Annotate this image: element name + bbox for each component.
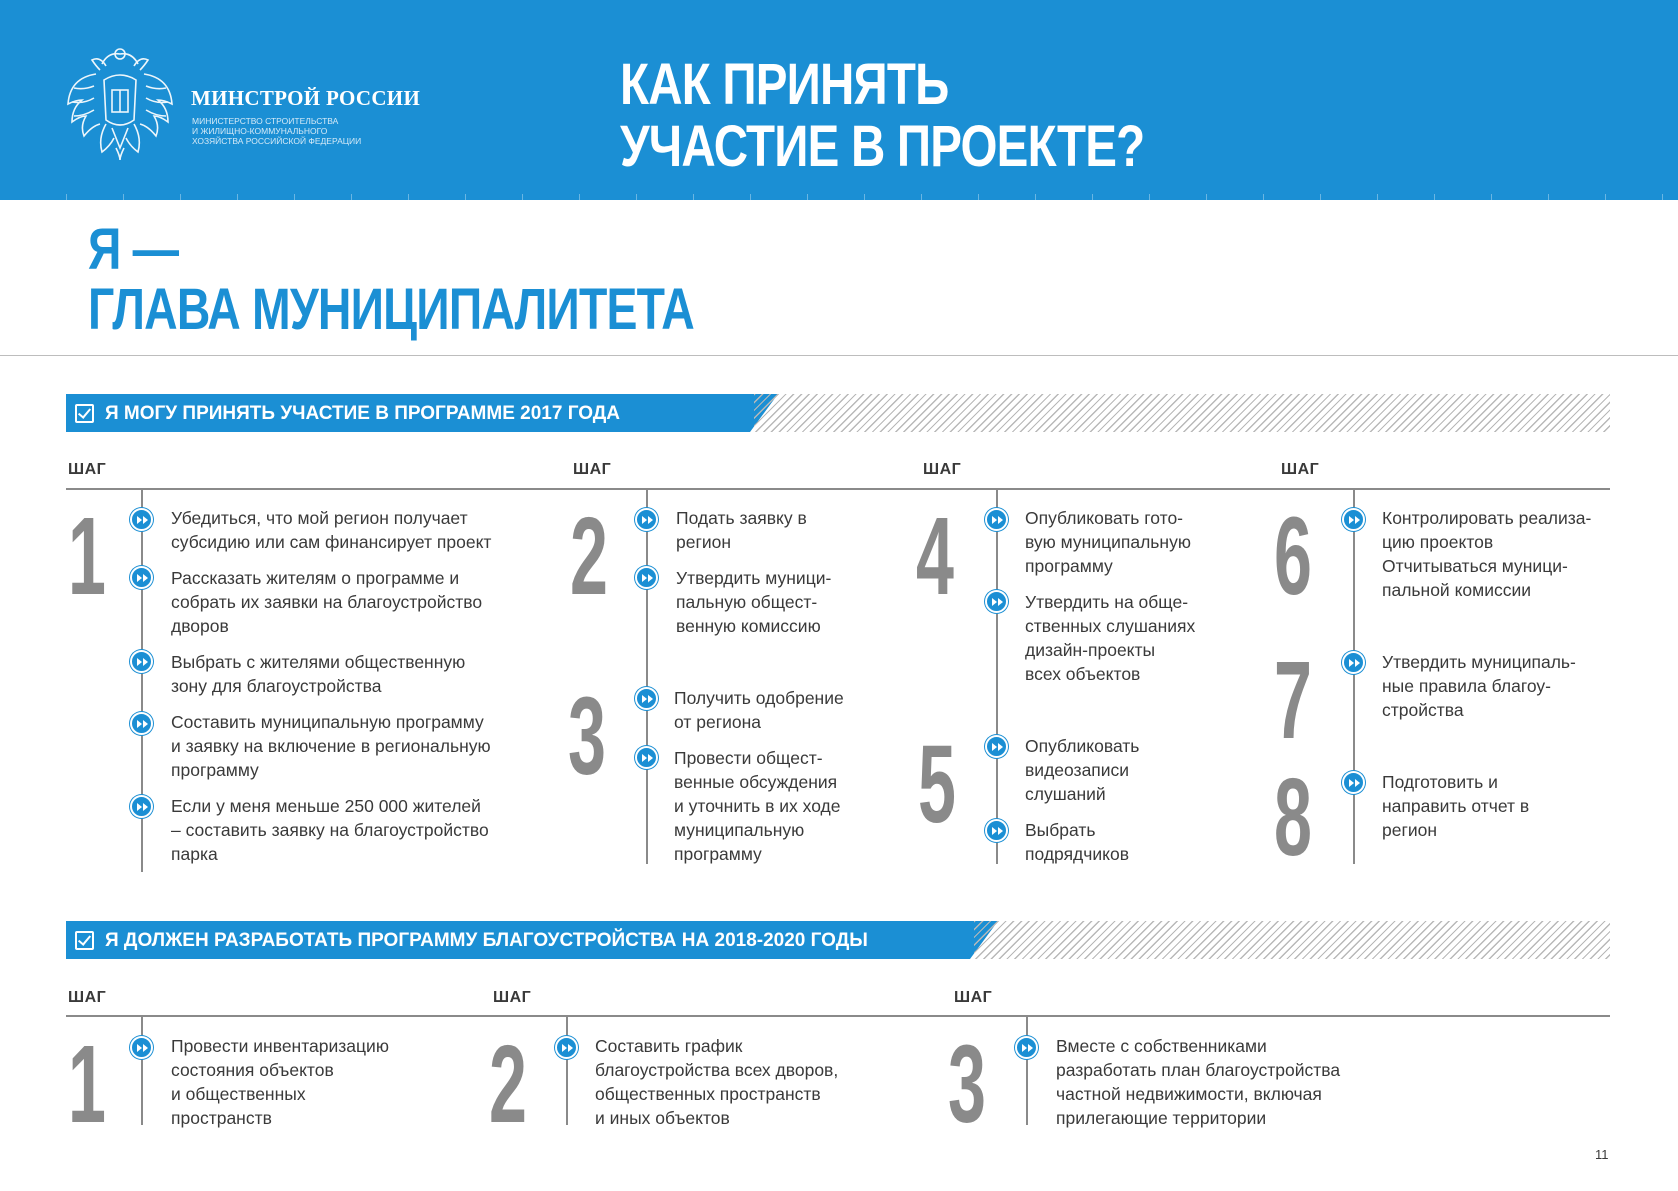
section2-banner-text: Я ДОЛЖЕН РАЗРАБОТАТЬ ПРОГРАММУ БЛАГОУСТРОЙСТВА НА 2018-2020 ГОДЫ xyxy=(105,930,868,951)
step-number: 3 xyxy=(948,1023,986,1146)
step-item: Рассказать жителям о программе и собрать их заявки на благоустройство дворов xyxy=(171,568,483,636)
arrow-bullet-icon xyxy=(130,566,153,589)
arrow-bullet-icon xyxy=(635,508,658,531)
steps-divider xyxy=(66,1015,1610,1017)
step-number: 3 xyxy=(568,675,606,798)
step-label: ШАГ xyxy=(1281,461,1320,478)
arrow-bullet-icon xyxy=(1342,651,1365,674)
arrow-bullet-icon xyxy=(555,1036,578,1059)
step-label: ШАГ xyxy=(573,461,612,478)
arrow-bullet-icon xyxy=(985,590,1008,613)
step-number: 4 xyxy=(916,495,954,618)
header-band xyxy=(0,0,1678,200)
step-item: Выбрать подрядчиков xyxy=(1025,820,1130,864)
step-number: 2 xyxy=(489,1023,527,1146)
arrow-bullet-icon xyxy=(1015,1036,1038,1059)
step-label: ШАГ xyxy=(68,989,107,1006)
arrow-bullet-icon xyxy=(635,687,658,710)
steps-divider xyxy=(66,488,1610,490)
step-item: Утвердить муници- пальную общест- венную комиссию xyxy=(676,568,832,636)
step-item: Убедиться, что мой регион получает субсидию или сам финансирует проект xyxy=(171,508,492,552)
step-number: 8 xyxy=(1274,756,1312,879)
step-vline xyxy=(1353,490,1355,864)
step-item: Вместе с собственниками разработать план благоустройства частной недвижимости, включая прилегающие территории xyxy=(1056,1036,1341,1128)
step-item: Выбрать с жителями общественную зону для благоустройства xyxy=(171,652,466,696)
step-item: Провести инвентаризацию состояния объектов и общественных пространств xyxy=(171,1036,389,1128)
page-title: КАК ПРИНЯТЬ УЧАСТИЕ В ПРОЕКТЕ? xyxy=(620,52,1145,179)
checkbox-icon xyxy=(75,931,94,950)
section1-banner-text: Я МОГУ ПРИНЯТЬ УЧАСТИЕ В ПРОГРАММЕ 2017 ГОДА xyxy=(105,403,621,424)
arrow-bullet-icon xyxy=(130,1036,153,1059)
arrow-bullet-icon xyxy=(130,712,153,735)
step-item: Утвердить на обще- ственных слушаниях дизайн-проекты всех объектов xyxy=(1025,592,1196,684)
role-heading: Я — ГЛАВА МУНИЦИПАЛИТЕТА xyxy=(88,217,694,342)
ministry-name: МИНСТРОЙ РОССИИ xyxy=(191,86,421,110)
step-number: 1 xyxy=(68,495,106,618)
arrow-bullet-icon xyxy=(635,566,658,589)
step-number: 7 xyxy=(1274,639,1312,762)
header-ruler xyxy=(0,190,1678,200)
step-number: 1 xyxy=(68,1023,106,1146)
step-label: ШАГ xyxy=(68,461,107,478)
step-vline xyxy=(646,490,648,864)
step-vline xyxy=(566,1017,568,1125)
step-label: ШАГ xyxy=(493,989,532,1006)
step-item: Опубликовать гото- вую муниципальную программу xyxy=(1025,508,1191,576)
step-item: Провести общест- венные обсуждения и уточнить в их ходе муниципальную программу xyxy=(674,748,841,864)
arrow-bullet-icon xyxy=(1342,508,1365,531)
step-item: Опубликовать видеозаписи слушаний xyxy=(1025,736,1140,804)
arrow-bullet-icon xyxy=(985,508,1008,531)
arrow-bullet-icon xyxy=(130,508,153,531)
step-number: 5 xyxy=(918,723,956,846)
arrow-bullet-icon xyxy=(635,746,658,769)
step-item: Если у меня меньше 250 000 жителей – составить заявку на благоустройство парка xyxy=(171,796,489,864)
coat-of-arms-icon xyxy=(66,44,174,162)
arrow-bullet-icon xyxy=(985,819,1008,842)
step-label: ШАГ xyxy=(923,461,962,478)
section1-banner xyxy=(66,394,1610,432)
arrow-bullet-icon xyxy=(1342,771,1365,794)
arrow-bullet-icon xyxy=(130,650,153,673)
step-item: Утвердить муниципаль- ные правила благоу- стройства xyxy=(1382,652,1576,720)
checkbox-icon xyxy=(75,404,94,423)
page-number: 11 xyxy=(1595,1147,1609,1162)
step-item: Контролировать реализа- цию проектов Отчитываться муници- пальной комиссии xyxy=(1382,508,1592,600)
step-item: Составить муниципальную программу и заявку на включение в региональную программу xyxy=(171,712,491,780)
step-vline xyxy=(141,1017,143,1125)
step-item: Составить график благоустройства всех дворов, общественных пространств и иных объектов xyxy=(595,1036,839,1128)
step-vline xyxy=(996,490,998,864)
ministry-subtitle: МИНИСТЕРСТВО СТРОИТЕЛЬСТВА И ЖИЛИЩНО-КОММУНАЛЬНОГО ХОЗЯЙСТВА РОССИЙСКОЙ ФЕДЕРАЦИИ xyxy=(192,116,362,146)
section2-banner xyxy=(66,921,1610,959)
arrow-bullet-icon xyxy=(130,795,153,818)
step-number: 6 xyxy=(1274,495,1312,618)
step-item: Подать заявку в регион xyxy=(676,508,807,552)
step-label: ШАГ xyxy=(954,989,993,1006)
step-vline xyxy=(1026,1017,1028,1125)
step-item: Подготовить и направить отчет в регион xyxy=(1382,772,1530,840)
step-item: Получить одобрение от региона xyxy=(674,688,844,732)
divider xyxy=(0,355,1678,356)
arrow-bullet-icon xyxy=(985,735,1008,758)
step-number: 2 xyxy=(570,495,608,618)
